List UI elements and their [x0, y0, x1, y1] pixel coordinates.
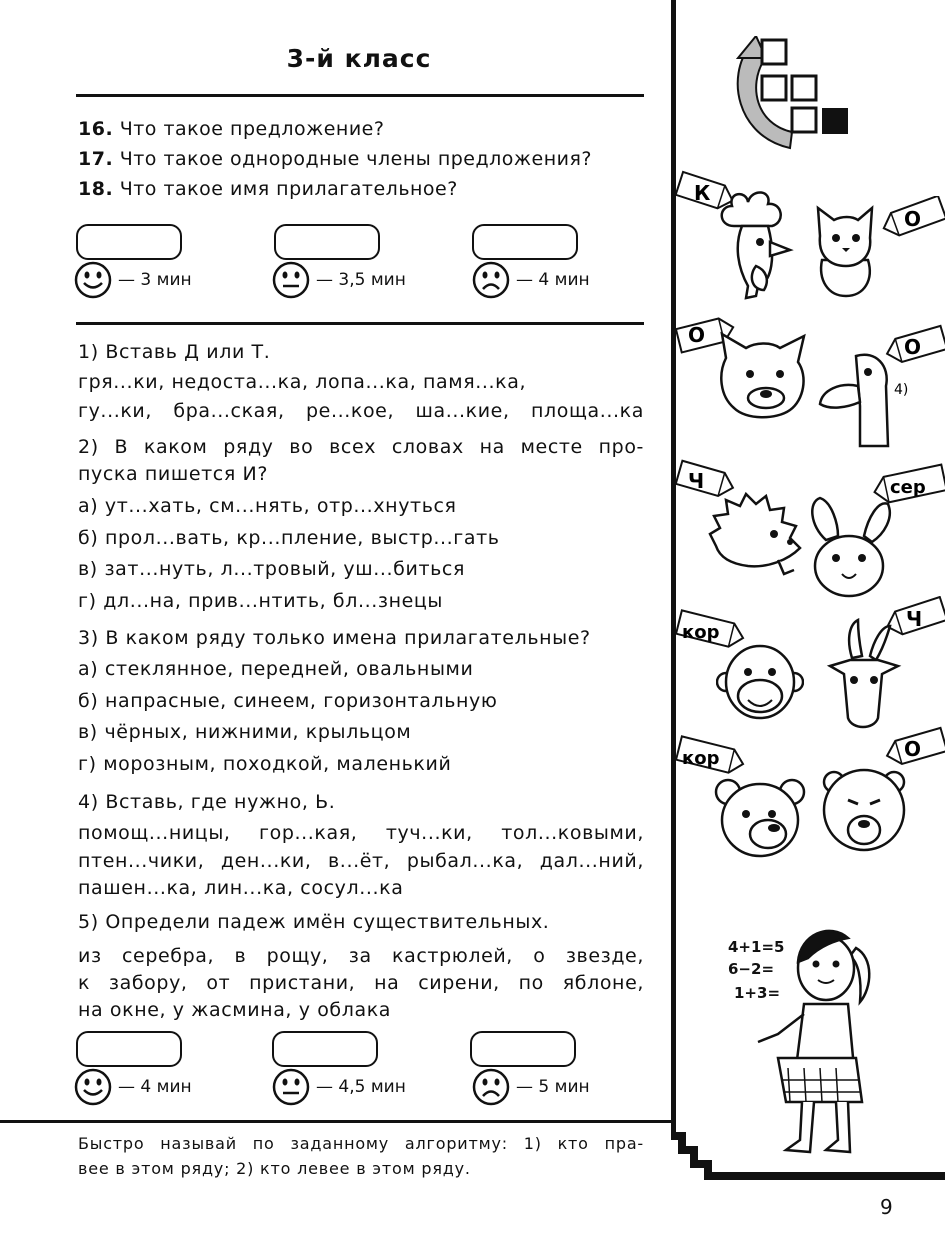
goat-icon [822, 618, 902, 736]
kitten-icon [812, 200, 882, 300]
chalkboard-equation: 1+3= [734, 984, 781, 1002]
pencil-label: кор [682, 622, 720, 643]
page-number: 9 [880, 1195, 893, 1219]
task2-option: б) прол...вать, кр...пление, выстр...гать [78, 527, 500, 549]
task1-line: гу...ки, бра...ская, ре...кое, ша...кие, площа...ка [78, 400, 644, 422]
task3-option: г) морозным, походкой, маленький [78, 753, 452, 775]
footer-text: вее в этом ряду; 2) кто левее в этом ряду. [78, 1159, 471, 1178]
monkey-icon [716, 642, 804, 724]
svg-text:4): 4) [894, 382, 909, 398]
task3-option: а) стеклянное, передней, овальными [78, 658, 474, 680]
task2-option: а) ут...хать, см...нять, отр...хнуться [78, 495, 457, 517]
page-title: 3-й класс [286, 44, 432, 73]
pencil-label: К [694, 181, 711, 205]
pencil-label: сер [890, 477, 926, 498]
task3-option: б) напрасные, синеем, горизонтальную [78, 690, 498, 712]
question-text: Что такое предложение? [119, 118, 385, 140]
time-label: — 4 мин [118, 1077, 192, 1097]
pencil-label: Ч [906, 607, 923, 631]
question-number: 16. [78, 118, 114, 140]
rooster-icon [712, 186, 802, 302]
task5-line: из серебра, в рощу, за кастрюлей, о звезде, [78, 945, 644, 967]
rabbit-icon [806, 496, 892, 600]
task2-option: в) зат...нуть, л...тровый, уш...биться [78, 558, 465, 580]
time-label: — 3,5 мин [316, 270, 406, 290]
wolf-icon [716, 328, 812, 424]
task5-title: 5) Определи падеж имён существительных. [78, 911, 550, 933]
question-text: Что такое однородные члены предложения? [119, 148, 592, 170]
task1-title: 1) Вставь Д или Т. [78, 341, 271, 363]
girl-illustration-icon [724, 918, 874, 1164]
time-label: — 4 мин [516, 270, 590, 290]
pencil-label: О [904, 737, 922, 761]
pencil-label: О [904, 335, 922, 359]
footer-text: Быстро называй по заданному алгоритму: 1) кто пра- [78, 1134, 644, 1153]
time-label: — 4,5 мин [316, 1077, 406, 1097]
task2-option: г) дл...на, прив...нтить, бл...знецы [78, 590, 444, 612]
pencil-label: Ч [688, 469, 705, 493]
question-number: 18. [78, 178, 114, 200]
lion-icon [818, 764, 910, 860]
task1-line: гря...ки, недоста...ка, лопа...ка, памя...ка, [78, 371, 527, 393]
task4-line: помощ...ницы, гор...кая, туч...ки, тол...ковыми, [78, 822, 644, 844]
question-number: 17. [78, 148, 114, 170]
chalkboard-equation: 6−2= [728, 960, 775, 978]
chalkboard-equation: 4+1=5 [728, 938, 785, 956]
pencil-label: О [688, 323, 706, 347]
pencil-label: О [904, 207, 922, 231]
task3-option: в) чёрных, нижними, крыльцом [78, 721, 412, 743]
pencil-icon [880, 196, 945, 240]
task5-line: на окне, у жасмина, у облака [78, 999, 392, 1021]
task4-line: птен...чики, ден...ки, в...ёт, рыбал...ка, дал...ний, [78, 850, 644, 872]
pencil-label: кор [682, 748, 720, 769]
task5-line: к забору, от пристани, на сирени, по яблоне, [78, 972, 644, 994]
pencil-icon [676, 734, 746, 778]
time-label: — 3 мин [118, 270, 192, 290]
grid-arrow-logo-icon [730, 36, 860, 160]
task2-title: 2) В каком ряду во всех словах на месте про- [78, 436, 644, 458]
time-label: — 5 мин [516, 1077, 590, 1097]
duck-icon [816, 346, 916, 450]
question-text: Что такое имя прилагательное? [119, 178, 458, 200]
task4-title: 4) Вставь, где нужно, Ь. [78, 791, 336, 813]
task2-title: пуска пишется И? [78, 463, 268, 485]
task3-title: 3) В каком ряду только имена прилагательные? [78, 627, 591, 649]
bear-icon [712, 774, 808, 862]
task4-line: пашен...ка, лин...ка, сосул...ка [78, 877, 404, 899]
hedgehog-icon [708, 490, 804, 578]
